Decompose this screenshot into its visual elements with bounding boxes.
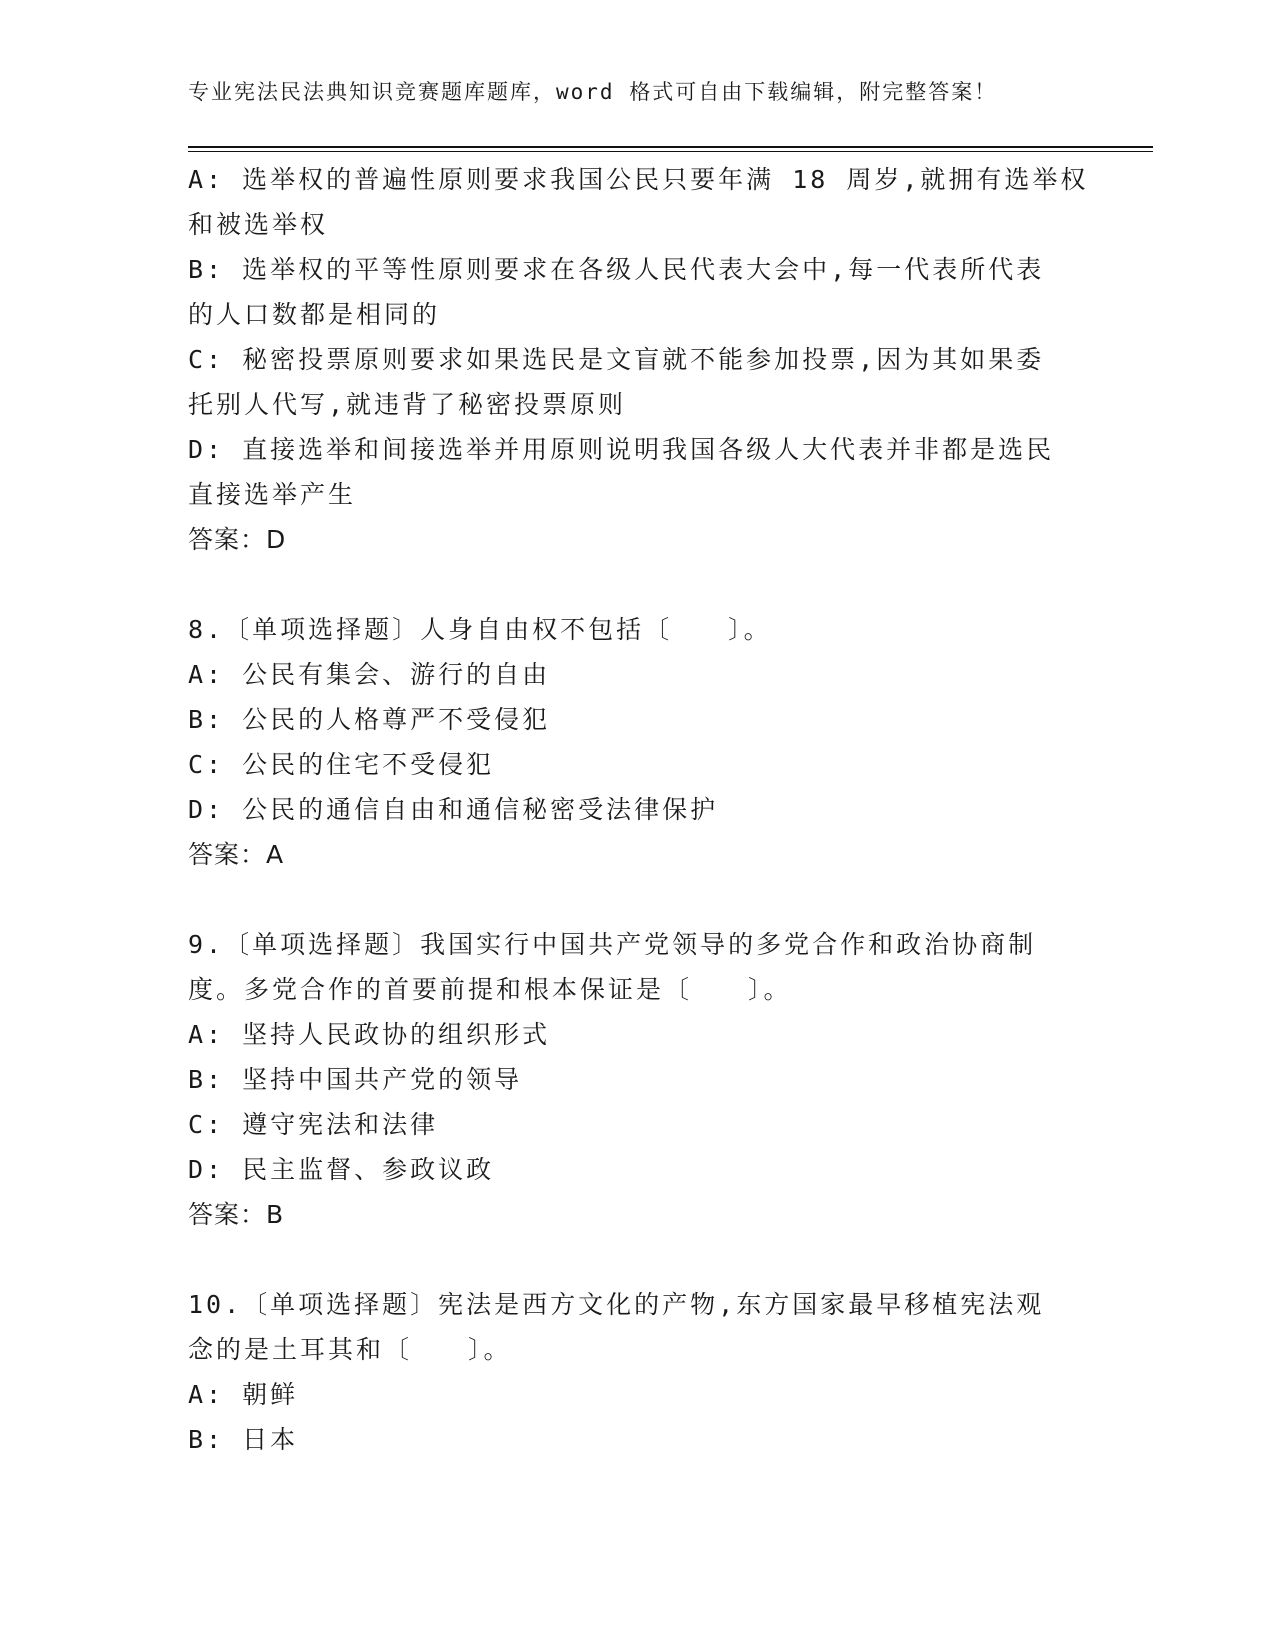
header-rule-thick [188, 146, 1153, 148]
q9-option-c: C: 遵守宪法和法律 [188, 1110, 439, 1139]
q9-stem-line2: 度。多党合作的首要前提和根本保证是〔 〕。 [188, 975, 792, 1004]
q9-option-b: B: 坚持中国共产党的领导 [188, 1065, 523, 1094]
q9-answer: 答案：B [188, 1200, 285, 1229]
spacer [188, 1237, 1068, 1282]
spacer [188, 877, 1068, 922]
q8-option-d: D: 公民的通信自由和通信秘密受法律保护 [188, 795, 719, 824]
document-body [188, 157, 1089, 1462]
q7-option-a-line1: A: 选举权的普遍性原则要求我国公民只要年满 18 周岁,就拥有选举权 [188, 165, 1089, 194]
q7-option-c-line2: 托别人代写,就违背了秘密投票原则 [188, 390, 627, 419]
q10-stem-line1: 10.〔单项选择题〕宪法是西方文化的产物,东方国家最早移植宪法观 [188, 1290, 1045, 1319]
q10-option-b: B: 日本 [188, 1425, 299, 1454]
q10-option-a: A: 朝鲜 [188, 1380, 299, 1409]
q8-stem: 8.〔单项选择题〕人身自由权不包括〔 〕。 [188, 615, 772, 644]
q7-answer: 答案：D [188, 525, 287, 554]
question-9-block [188, 922, 1068, 1237]
q9-option-d: D: 民主监督、参政议政 [188, 1155, 495, 1184]
question-7-block [188, 157, 1089, 562]
q8-option-b: B: 公民的人格尊严不受侵犯 [188, 705, 551, 734]
q7-option-c-line1: C: 秘密投票原则要求如果选民是文盲就不能参加投票,因为其如果委 [188, 345, 1045, 374]
question-8-block [188, 607, 1068, 877]
q8-option-a: A: 公民有集会、游行的自由 [188, 660, 551, 689]
q8-option-c: C: 公民的住宅不受侵犯 [188, 750, 495, 779]
q7-option-d-line2: 直接选举产生 [188, 480, 357, 509]
q9-stem-line1: 9.〔单项选择题〕我国实行中国共产党领导的多党合作和政治协商制 [188, 930, 1037, 959]
q10-stem-line2: 念的是土耳其和〔 〕。 [188, 1335, 512, 1364]
q7-option-d-line1: D: 直接选举和间接选举并用原则说明我国各级人大代表并非都是选民 [188, 435, 1055, 464]
spacer [188, 562, 1068, 607]
q9-option-a: A: 坚持人民政协的组织形式 [188, 1020, 551, 1049]
q7-option-a-line2: 和被选举权 [188, 210, 329, 239]
q7-option-b-line2: 的人口数都是相同的 [188, 300, 441, 329]
header-rule-thin [188, 151, 1153, 152]
page-header: 专业宪法民法典知识竞赛题库题库，word 格式可自由下载编辑，附完整答案！ [188, 80, 998, 104]
question-10-block [188, 1282, 1068, 1462]
q8-answer: 答案：A [188, 840, 285, 869]
q7-option-b-line1: B: 选举权的平等性原则要求在各级人民代表大会中,每一代表所代表 [188, 255, 1045, 284]
